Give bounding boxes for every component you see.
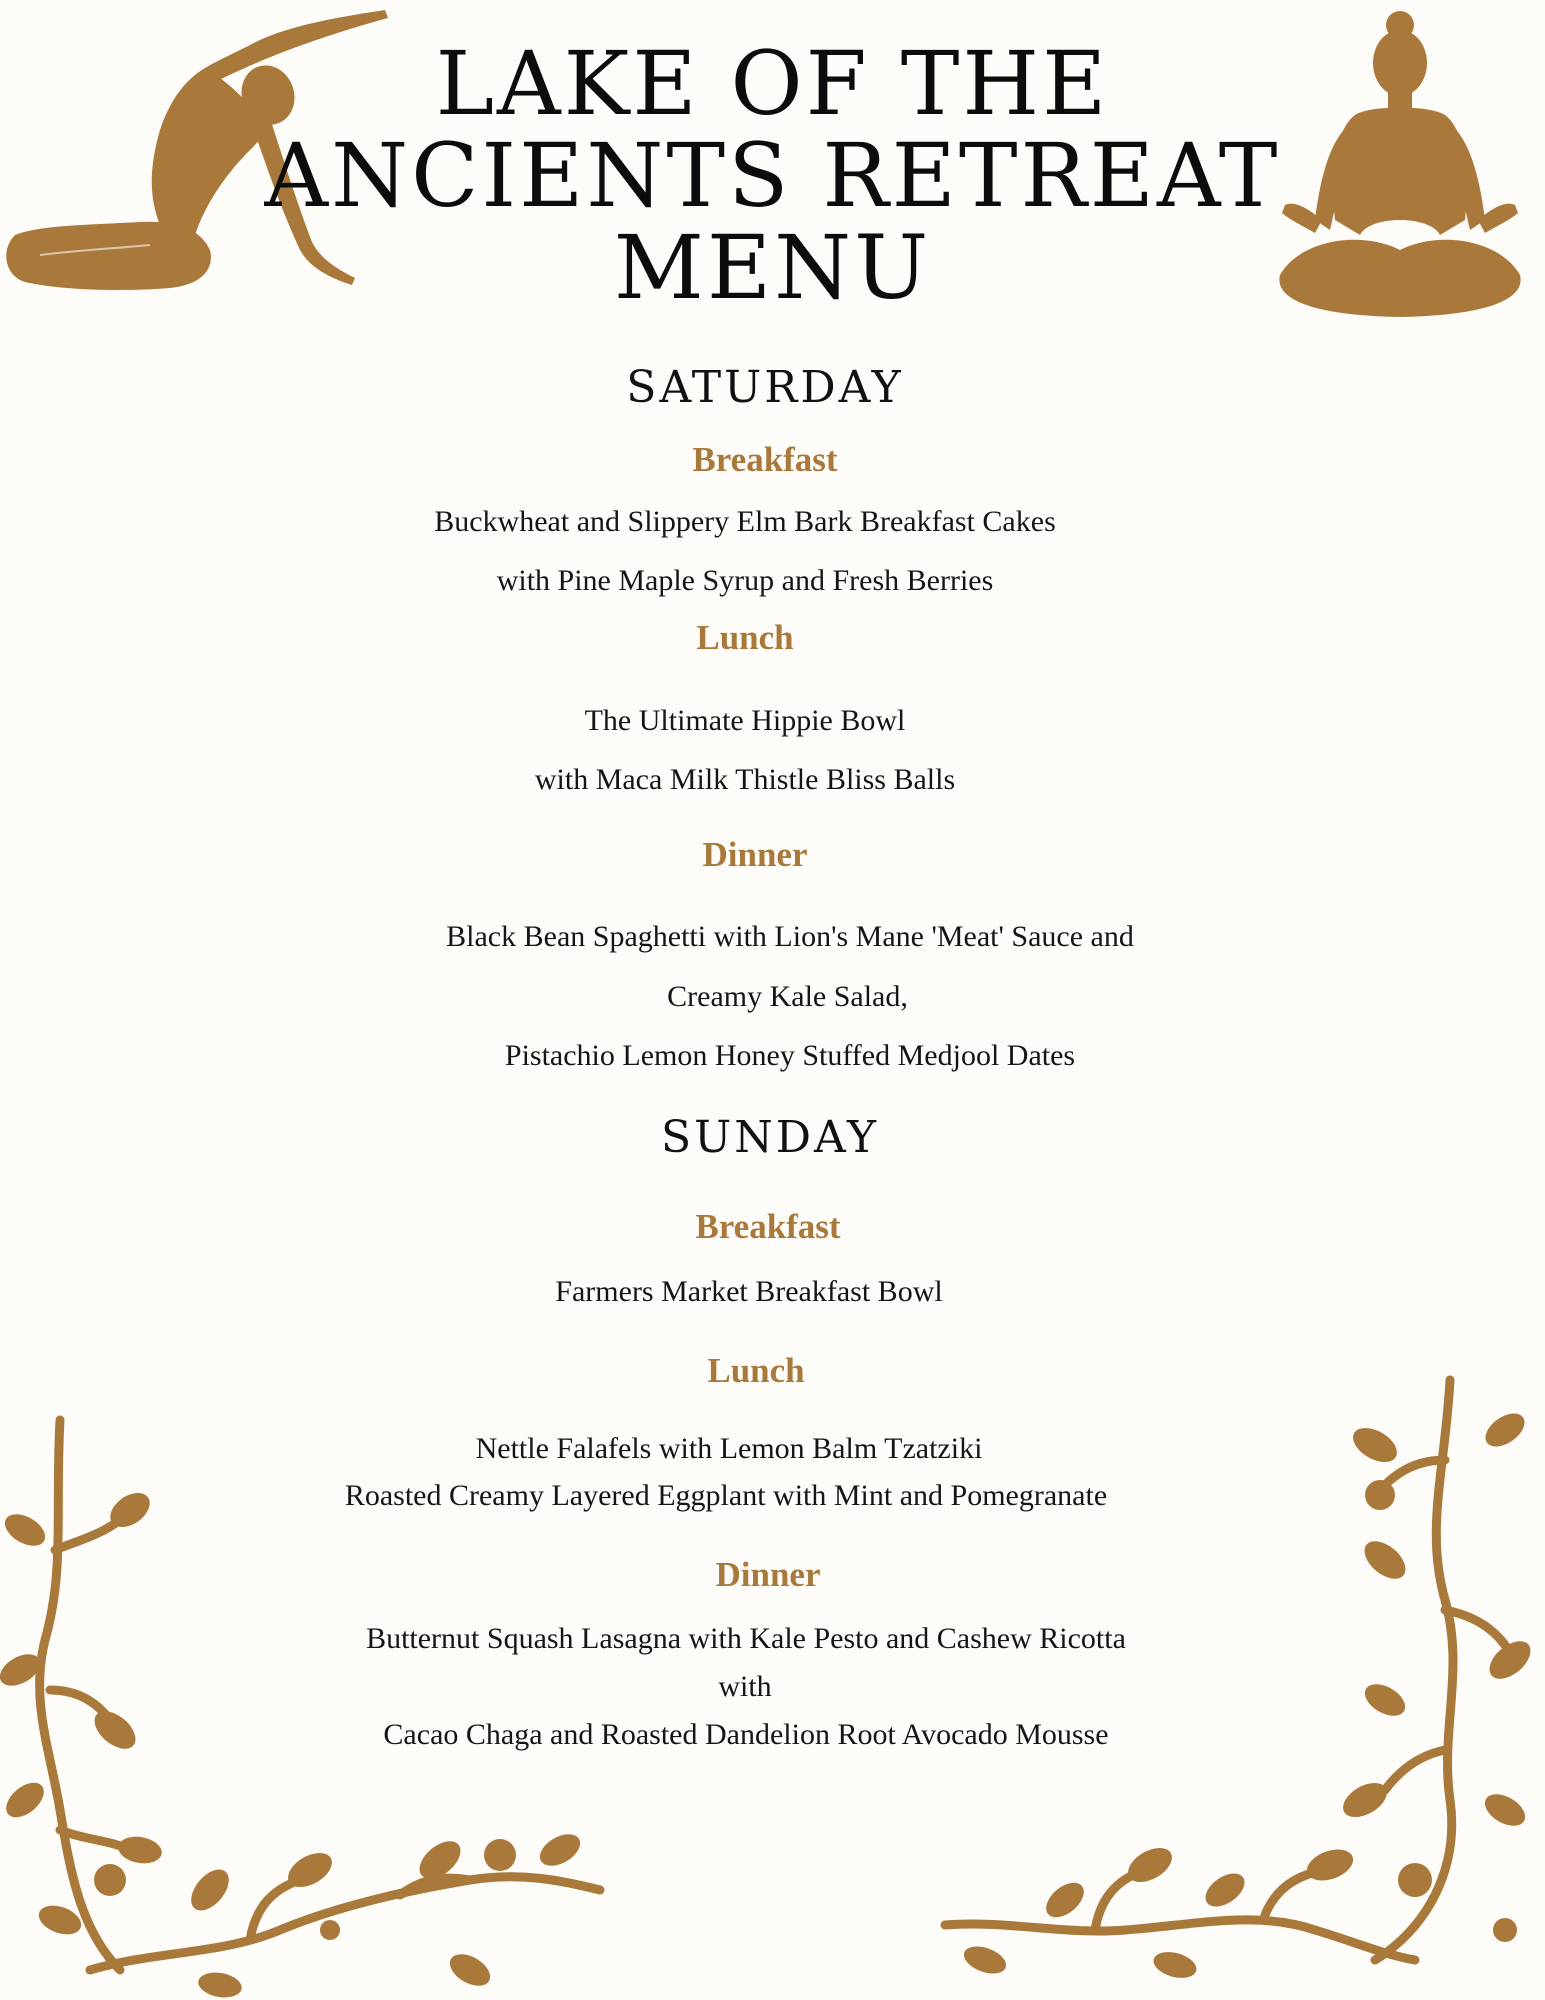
saturday-dinner-line-3: Pistachio Lemon Honey Stuffed Medjool Dates [504, 1039, 1076, 1072]
saturday-lunch-heading: Lunch [696, 618, 794, 657]
saturday-lunch-line-1: The Ultimate Hippie Bowl [584, 704, 906, 737]
sunday-lunch-heading: Lunch [707, 1351, 805, 1390]
title-line-3: MENU [613, 216, 932, 319]
sunday-breakfast-heading: Breakfast [695, 1207, 841, 1246]
menu-title [0, 32, 1545, 319]
sunday-dinner-line-2: with [718, 1670, 772, 1703]
saturday-breakfast-line-2: with Pine Maple Syrup and Fresh Berries [496, 564, 994, 597]
saturday-breakfast-line-1: Buckwheat and Slippery Elm Bark Breakfast Cakes [434, 505, 1056, 538]
title-line-1: LAKE OF THE [435, 32, 1110, 135]
sunday-breakfast-line-1: Farmers Market Breakfast Bowl [555, 1275, 943, 1308]
sunday-lunch-line-1: Nettle Falafels with Lemon Balm Tzatziki [475, 1432, 983, 1465]
saturday-dinner-line-1: Black Bean Spaghetti with Lion's Mane 'Meat' Sauce and [446, 920, 1134, 953]
saturday-breakfast-heading: Breakfast [692, 440, 838, 479]
sunday-dinner-heading: Dinner [715, 1555, 821, 1594]
saturday-dinner-heading: Dinner [702, 835, 808, 874]
saturday-heading: SATURDAY [626, 362, 904, 413]
sunday-dinner-line-3: Cacao Chaga and Roasted Dandelion Root Avocado Mousse [383, 1718, 1109, 1751]
saturday-dinner-line-2: Creamy Kale Salad, [667, 980, 908, 1013]
saturday-lunch-line-2: with Maca Milk Thistle Bliss Balls [534, 763, 956, 796]
sunday-lunch-line-2: Roasted Creamy Layered Eggplant with Mint and Pomegranate [344, 1479, 1108, 1512]
title-line-2: ANCIENTS RETREAT [264, 124, 1281, 227]
sunday-heading: SUNDAY [660, 1112, 880, 1163]
sunday-dinner-line-1: Butternut Squash Lasagna with Kale Pesto and Cashew Ricotta [366, 1622, 1126, 1655]
